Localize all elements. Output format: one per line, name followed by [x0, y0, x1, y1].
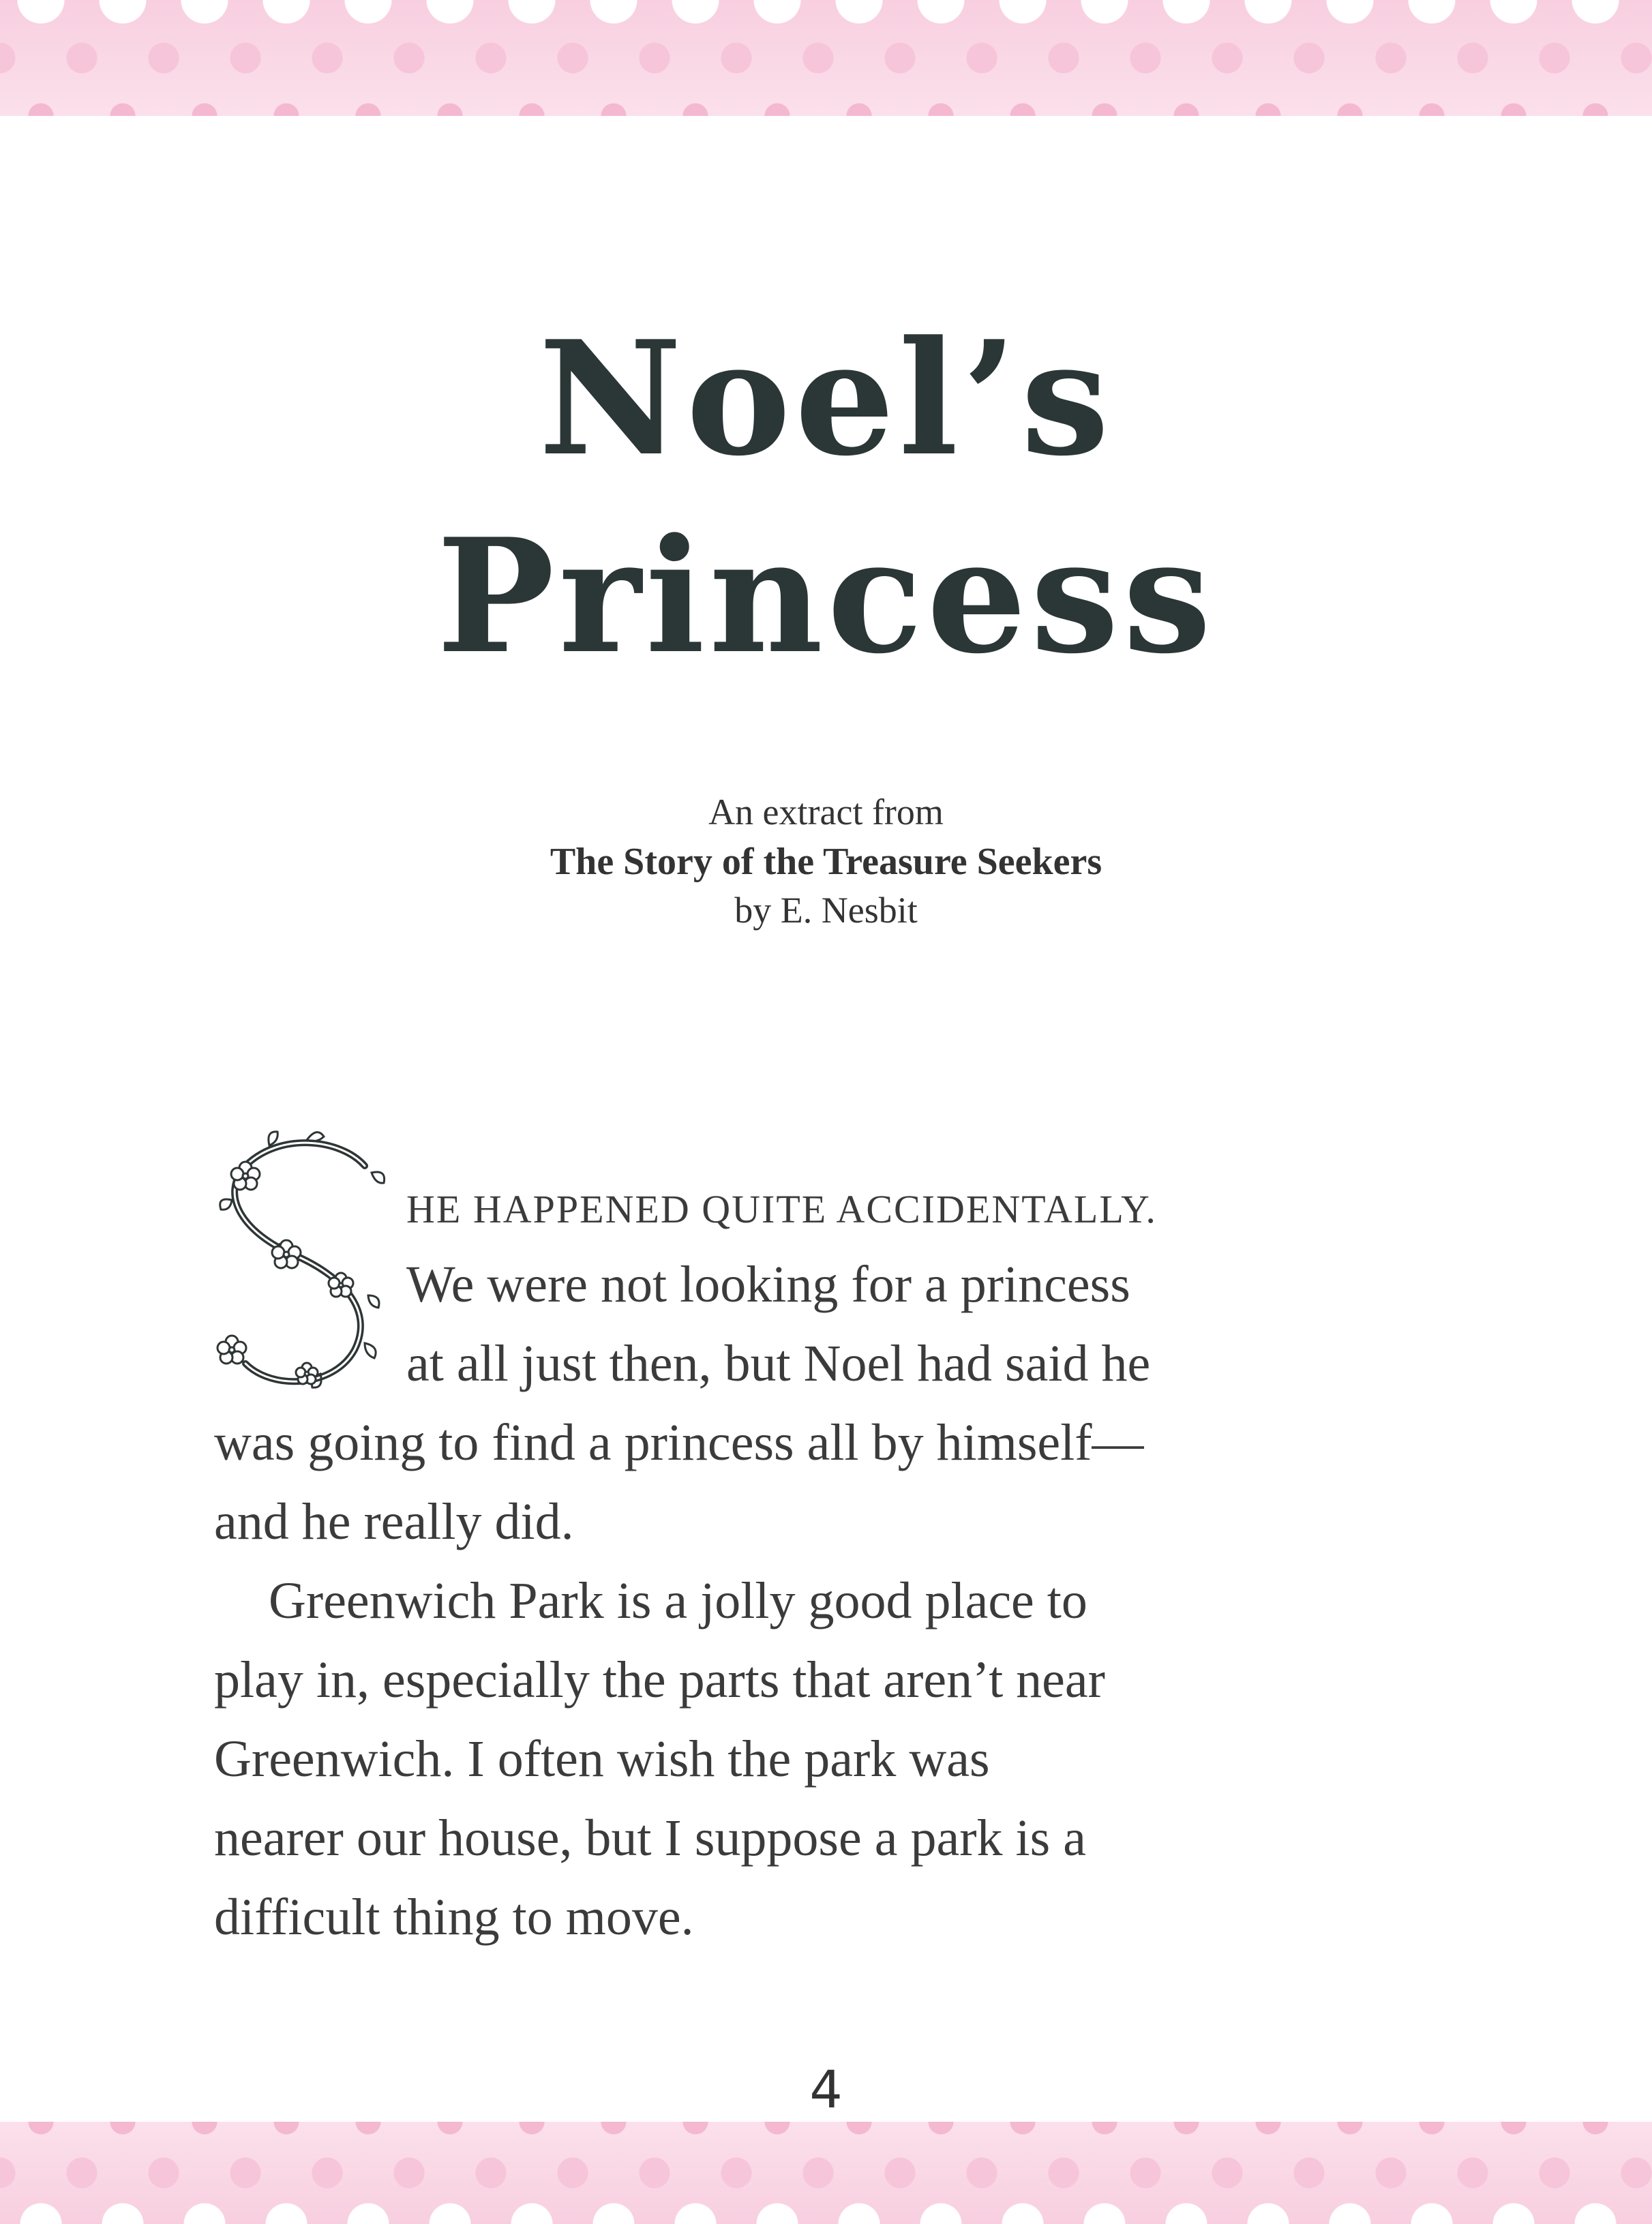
body-line-9: nearer our house, but I suppose a park is a: [214, 1809, 1086, 1867]
page-number: 4: [809, 2059, 843, 2120]
page-title-line-1: Noel’s: [539, 307, 1113, 491]
author-credit: by E. Nesbit: [734, 890, 918, 931]
body-line-7: play in, especially the parts that aren’t near: [214, 1651, 1105, 1709]
extract-intro: An extract from: [708, 792, 944, 832]
body-line-2: We were not looking for a princess: [406, 1256, 1130, 1313]
decorative-top-border: [0, 0, 1652, 116]
body-line-6: Greenwich Park is a jolly good place to: [269, 1572, 1087, 1629]
page-title-line-2: Princess: [436, 505, 1216, 689]
body-line-8: Greenwich. I often wish the park was: [214, 1730, 990, 1788]
body-line-4: was going to find a princess all by himself—: [214, 1414, 1144, 1471]
body-line-1: HE HAPPENED QUITE ACCIDENTALLY.: [406, 1187, 1157, 1231]
body-line-10: difficult thing to move.: [214, 1889, 694, 1946]
drop-cap-s-floral: [205, 1125, 389, 1398]
body-line-5: and he really did.: [214, 1493, 574, 1550]
book-title: The Story of the Treasure Seekers: [550, 841, 1102, 883]
decorative-bottom-border: [0, 2122, 1652, 2224]
body-line-3: at all just then, but Noel had said he: [406, 1335, 1151, 1392]
